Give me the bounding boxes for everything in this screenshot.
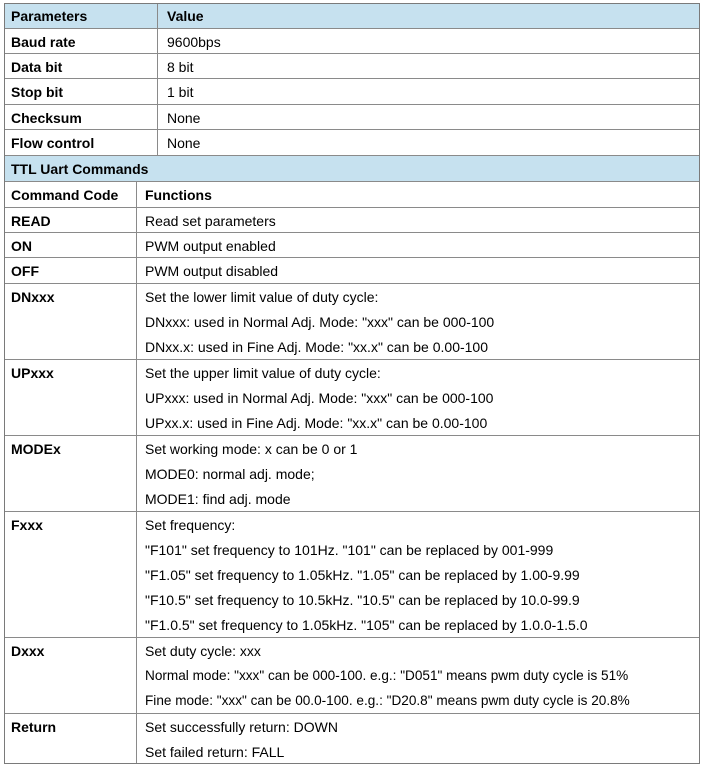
param-name: Stop bit: [11, 84, 64, 100]
param-value: 1 bit: [167, 84, 194, 100]
command-function-line: "F101" set frequency to 101Hz. "101" can be replaced by 001-999: [145, 542, 554, 558]
command-function-line: "F1.05" set frequency to 1.05kHz. "1.05" can be replaced by 1.00-9.99: [145, 567, 580, 583]
command-function-line: "F1.0.5" set frequency to 1.05kHz. "105" can be replaced by 1.0.0-1.5.0: [145, 617, 588, 633]
command-code: Dxxx: [11, 643, 45, 659]
command-function-line: Set successfully return: DOWN: [145, 719, 338, 735]
param-row: [5, 29, 699, 54]
command-code: ON: [11, 238, 32, 254]
command-function-line: UPxxx: used in Normal Adj. Mode: "xxx" can be 000-100: [145, 390, 494, 406]
command-function-line: Set the lower limit value of duty cycle:: [145, 289, 379, 305]
command-code: MODEx: [11, 441, 61, 457]
param-row: [5, 105, 699, 130]
command-function-line: DNxxx: used in Normal Adj. Mode: "xxx" can be 000-100: [145, 314, 495, 330]
command-function-line: MODE0: normal adj. mode;: [145, 466, 315, 482]
command-row: [5, 258, 699, 284]
command-row: [5, 284, 699, 360]
command-function-line: DNxx.x: used in Fine Adj. Mode: "xx.x" can be 0.00-100: [145, 339, 488, 355]
command-row: [5, 360, 699, 436]
command-row: [5, 638, 699, 714]
params-header-value-cell: [158, 4, 699, 28]
command-row: [5, 436, 699, 512]
param-row: [5, 54, 699, 79]
command-function-line: Normal mode: "xxx" can be 000-100. e.g.: "D051" means pwm duty cycle is 51%: [145, 668, 629, 683]
command-row: [5, 512, 699, 638]
command-code: Fxxx: [11, 517, 43, 533]
command-code: Return: [11, 719, 57, 735]
command-function-line: PWM output enabled: [145, 238, 276, 254]
ttl-title-row: [5, 156, 699, 182]
param-row: [5, 79, 699, 105]
param-name: Checksum: [11, 110, 82, 126]
command-function-line: MODE1: find adj. mode: [145, 491, 291, 507]
param-value: 8 bit: [167, 59, 194, 75]
command-row: [5, 233, 699, 258]
command-function-line: Set the upper limit value of duty cycle:: [145, 365, 381, 381]
param-name: Data bit: [11, 59, 63, 75]
ttl-title: TTL Uart Commands: [11, 161, 149, 177]
param-value: 9600bps: [167, 34, 221, 50]
param-value: None: [167, 135, 201, 151]
command-code: DNxxx: [11, 289, 55, 305]
commands-header-row: [5, 182, 699, 208]
command-row: [5, 208, 699, 233]
command-function-line: UPxx.x: used in Fine Adj. Mode: "xx.x" can be 0.00-100: [145, 415, 488, 431]
command-code: OFF: [11, 263, 39, 279]
command-code: UPxxx: [11, 365, 54, 381]
params-header-name: Parameters: [11, 8, 88, 24]
commands-header-functions: Functions: [145, 187, 212, 203]
command-function-line: Set duty cycle: xxx: [145, 643, 261, 659]
commands-header-code: Command Code: [11, 187, 119, 203]
command-function-line: Fine mode: "xxx" can be 00.0-100. e.g.: "D20.8" means pwm duty cycle is 20.8%: [145, 693, 630, 708]
param-row: [5, 130, 699, 156]
param-name: Flow control: [11, 135, 95, 151]
command-function-line: Set working mode: x can be 0 or 1: [145, 441, 358, 457]
command-code: READ: [11, 213, 51, 229]
params-header-row: [5, 4, 699, 29]
params-header-name-cell: [5, 4, 158, 28]
param-name: Baud rate: [11, 34, 76, 50]
command-function-line: Set failed return: FALL: [145, 744, 285, 760]
command-function-line: PWM output disabled: [145, 263, 279, 279]
command-row: [5, 714, 699, 763]
command-function-line: Set frequency:: [145, 517, 236, 533]
param-value: None: [167, 110, 201, 126]
command-function-line: "F10.5" set frequency to 10.5kHz. "10.5" can be replaced by 10.0-99.9: [145, 592, 580, 608]
params-header-value: Value: [167, 8, 204, 24]
command-function-line: Read set parameters: [145, 213, 276, 229]
uart-parameters-table: [4, 3, 700, 764]
